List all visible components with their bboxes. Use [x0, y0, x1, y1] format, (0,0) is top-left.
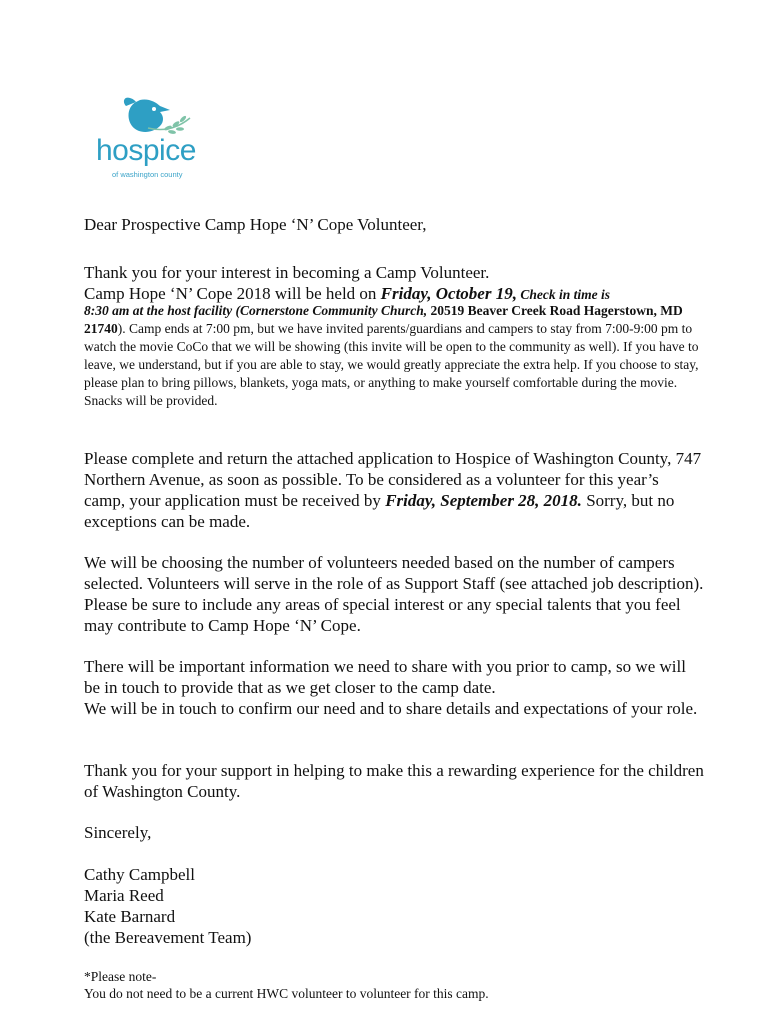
- closing: Sincerely,: [84, 823, 152, 842]
- paragraph-information: [84, 656, 704, 719]
- signer-name: Cathy Campbell: [84, 865, 195, 884]
- application-text: Please complete and return the attached application to Hospice of Washington County, 747 Northern Avenue, as soon as possible. To be considered as a volunteer for this year’s camp, your application must be received by: [84, 449, 702, 510]
- intro-line-1: Thank you for your interest in becoming a Camp Volunteer.: [84, 263, 490, 282]
- checkin-detail: 8:30 am at the host facility (Cornerstone Community Church,: [84, 303, 431, 318]
- paragraph-intro-details: [84, 302, 704, 410]
- paragraph-intro: [84, 262, 704, 304]
- footnote-title: *Please note-: [84, 969, 157, 984]
- footnote: [84, 968, 704, 1002]
- salutation: Dear Prospective Camp Hope ‘N’ Cope Volunteer,: [84, 215, 427, 234]
- paragraph-application: [84, 448, 704, 532]
- information-text-2: We will be in touch to confirm our need and to share details and expectations of your role.: [84, 699, 698, 718]
- intro-line-2: [84, 283, 704, 304]
- paragraph-thanks: Thank you for your support in helping to make this a rewarding experience for the children of Washington County.: [84, 761, 704, 801]
- logo-subtitle: of washington county: [112, 170, 183, 179]
- logo-wordmark: hospice: [96, 134, 196, 167]
- signer-team: (the Bereavement Team): [84, 928, 252, 947]
- application-deadline: Friday, September 28, 2018.: [385, 491, 582, 510]
- footnote-body: You do not need to be a current HWC volunteer to volunteer for this camp.: [84, 986, 489, 1001]
- information-text-1: There will be important information we need to share with you prior to camp, so we will be in touch to provide that as we get closer to the camp date.: [84, 657, 686, 697]
- checkin-label: Check in time is: [516, 287, 610, 302]
- application-text-end: Sorry, but no exceptions can be made.: [84, 491, 675, 531]
- paragraph-selection: We will be choosing the number of volunteers needed based on the number of campers selected. Volunteers will serve in the role of as Support Staff (see attached job description). Please be sure to include any areas of special interest or any special talents that you feel may contribute to Camp Hope ‘N’ Cope.: [84, 553, 704, 635]
- hospice-logo: [96, 96, 226, 186]
- signer-name: Kate Barnard: [84, 907, 176, 926]
- intro-line-2-text: Camp Hope ‘N’ Cope 2018 will be held on: [84, 284, 381, 303]
- signer-name: Maria Reed: [84, 886, 164, 905]
- camp-date: Friday, October 19,: [380, 284, 517, 303]
- host-address: 20519 Beaver Creek Road Hagerstown, MD 21740: [84, 303, 683, 336]
- intro-details-text: ). Camp ends at 7:00 pm, but we have invited parents/guardians and campers to stay from 7:00-9:00 pm to watch the movie CoCo that we will be showing (this invite will be open to the community as well). If you have to leave, we understand, but if you are able to stay, we would greatly appreciate the extra help. If you choose to stay, please plan to bring pillows, blankets, yoga mats, or anything to make yourself comfortable during the movie. Snacks will be provided.: [84, 321, 699, 408]
- signature-block: [84, 864, 704, 948]
